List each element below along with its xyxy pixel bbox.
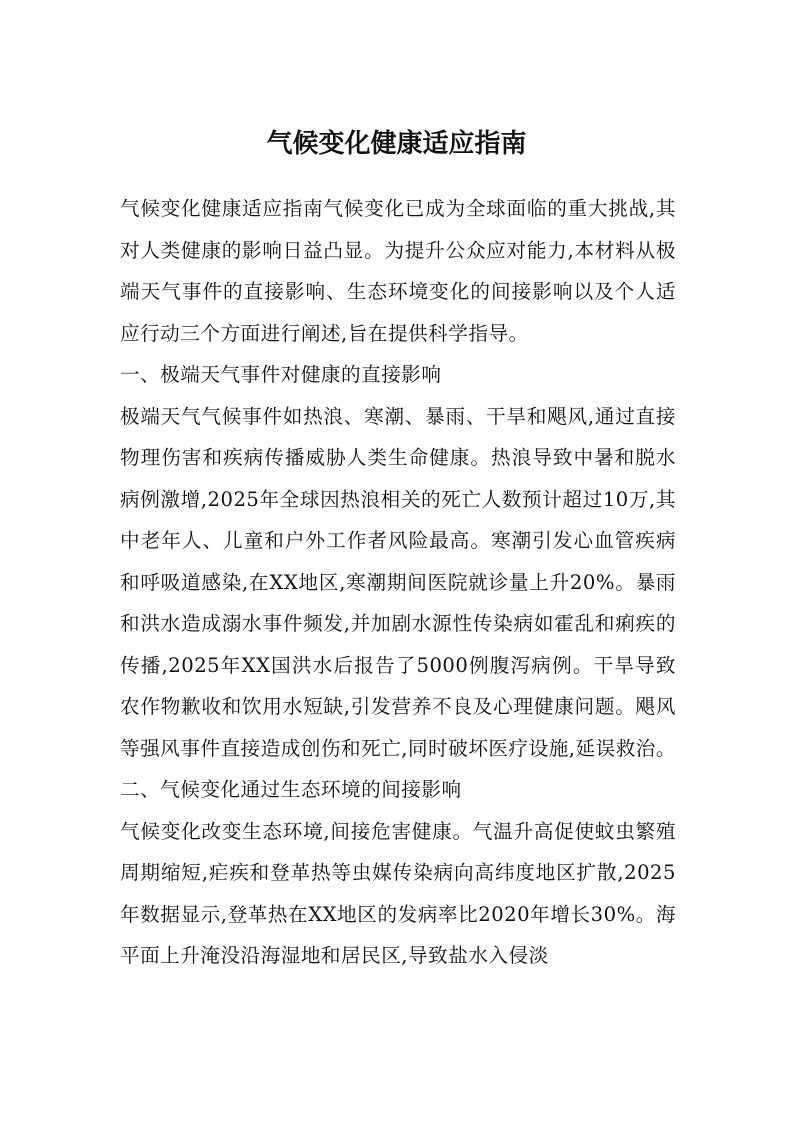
section-1-paragraph: 极端天气气候事件如热浪、寒潮、暴雨、干旱和飓风,通过直接物理伤害和疾病传播威胁人类生命健康。热浪导致中暑和脱水病例激增,2025年全球因热浪相关的死亡人数预计超过10万,其中老年人、儿童和户外工作者风险最高。寒潮引发心血管疾病和呼吸道感染,在XX地区,寒潮期间医院就诊量上升20%。暴雨和洪水造成溺水事件频发,并加剧水源性传染病如霍乱和痢疾的传播,2025年XX国洪水后报告了5000例腹泻病例。干旱导致农作物歉收和饮用水短缺,引发营养不良及心理健康问题。飓风等强风事件直接造成创伤和死亡,同时破坏医疗设施,延误救治。 bbox=[120, 404, 676, 760]
document-body bbox=[120, 188, 676, 977]
section-heading-2: 二、气候变化通过生态环境的间接影响 bbox=[120, 778, 462, 801]
intro-paragraph: 气候变化健康适应指南气候变化已成为全球面临的重大挑战,其对人类健康的影响日益凸显。为提升公众应对能力,本材料从极端天气事件的直接影响、生态环境变化的间接影响以及个人适应行动三个方面进行阐述,旨在提供科学指导。 bbox=[120, 197, 676, 345]
section-2-paragraph: 气候变化改变生态环境,间接危害健康。气温升高促使蚊虫繁殖周期缩短,疟疾和登革热等虫媒传染病向高纬度地区扩散,2025年数据显示,登革热在XX地区的发病率比2020年增长30%。海平面上升淹没沿海湿地和居民区,导致盐水入侵淡 bbox=[120, 819, 676, 967]
document-title: 气候变化健康适应指南 bbox=[266, 129, 527, 159]
section-heading-1: 一、极端天气事件对健康的直接影响 bbox=[120, 363, 442, 386]
